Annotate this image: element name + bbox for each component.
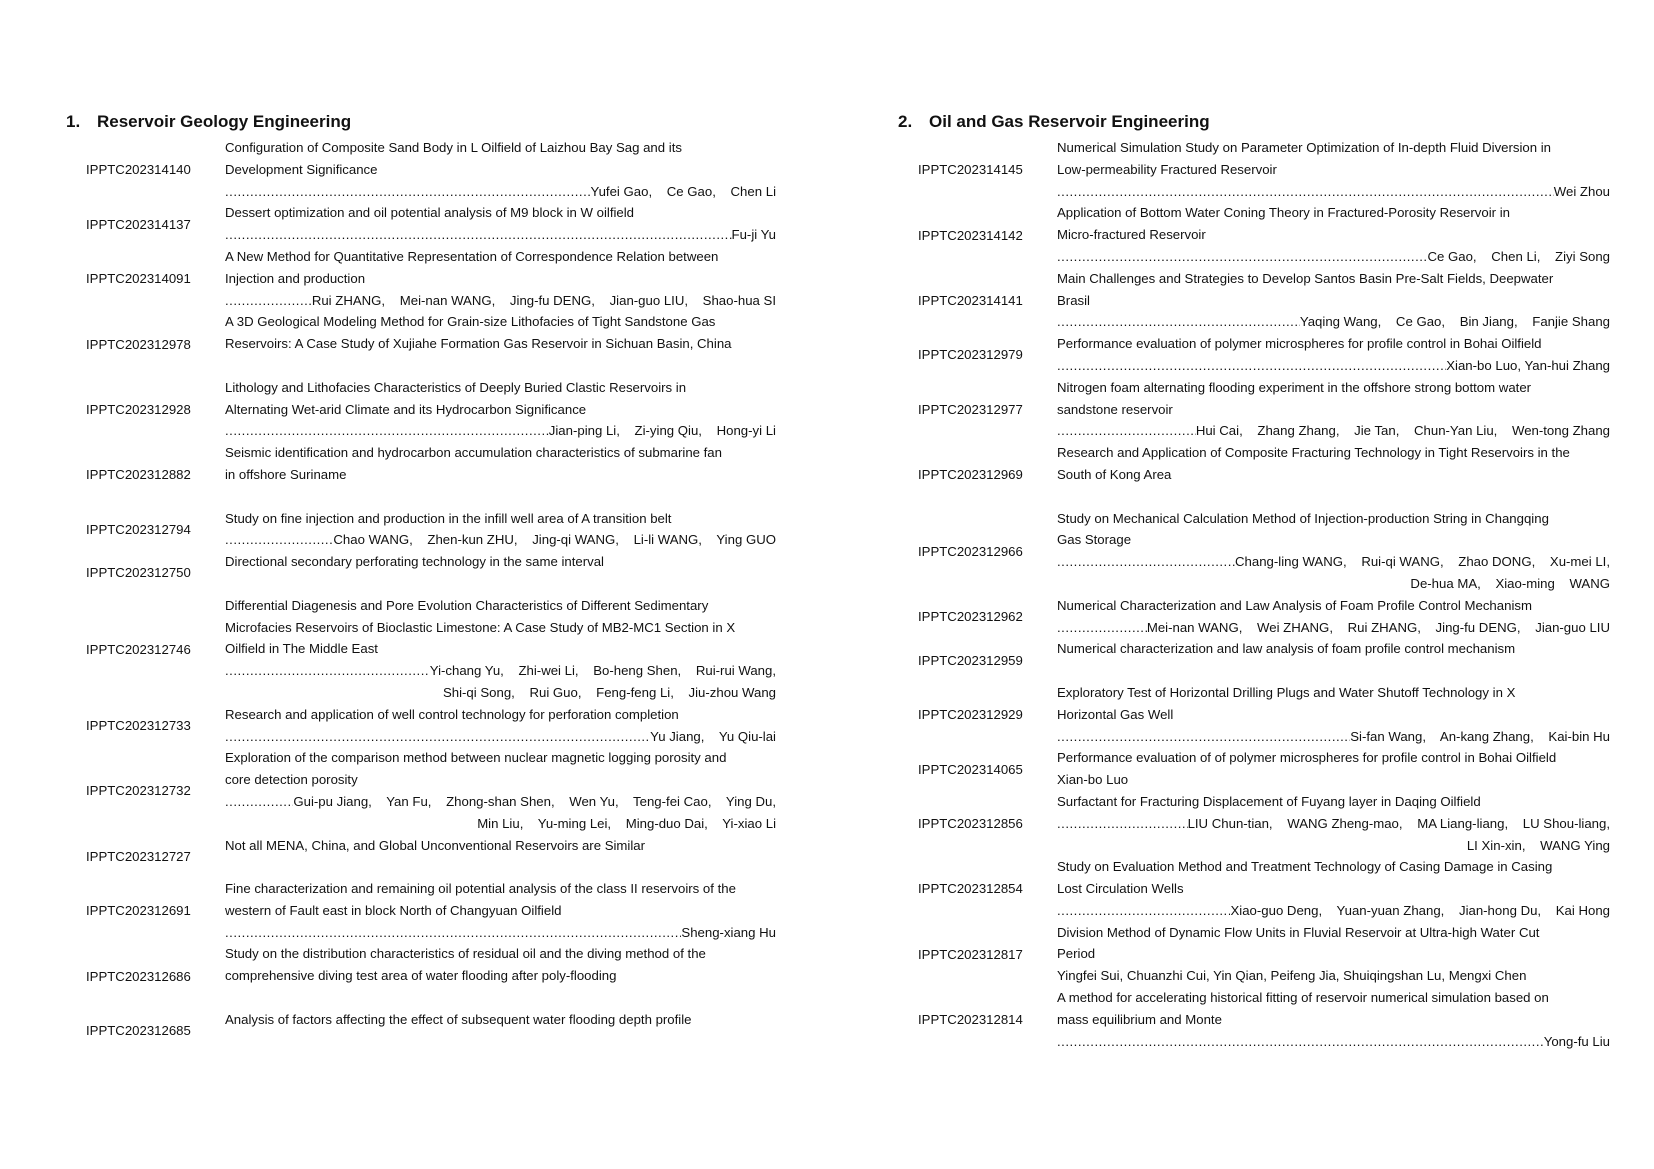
paper-authors: Xian-bo Luo, Yan-hui Zhang <box>1446 357 1610 373</box>
paper-authors-line <box>1057 900 1610 922</box>
blank-line <box>225 1031 776 1053</box>
paper-details <box>225 246 776 311</box>
paper-authors: Yufei Gao, Ce Gao, Chen Li <box>590 183 776 199</box>
paper-authors-line <box>1057 551 1610 573</box>
blank-line <box>225 355 776 377</box>
paper-entry <box>898 987 1610 1052</box>
paper-authors-line <box>1057 835 1610 857</box>
paper-title-line: Dessert optimization and oil potential analysis of M9 block in W oilfield <box>225 205 635 221</box>
paper-id: IPPTC202312978 <box>86 336 191 352</box>
paper-entry <box>66 835 776 879</box>
paper-authors: Chang-ling WANG, Rui-qi WANG, Zhao DONG, Xu-mei LI, <box>1235 554 1610 570</box>
blank-line <box>225 573 776 595</box>
blank-line <box>225 486 776 508</box>
paper-id: IPPTC202312746 <box>86 641 191 657</box>
paper-title-line: Differential Diagenesis and Pore Evolution Characteristics of Different Sedimentary <box>225 597 709 613</box>
paper-title-line: Oilfield in The Middle East <box>225 641 378 657</box>
paper-title-line: Study on fine injection and production in the infill well area of A transition belt <box>225 510 672 526</box>
paper-authors: Sheng-xiang Hu <box>681 924 776 940</box>
paper-title-line: Analysis of factors affecting the effect of subsequent water flooding depth profile <box>225 1011 692 1027</box>
paper-authors: Ce Gao, Chen Li, Ziyi Song <box>1427 248 1610 264</box>
paper-authors-line <box>1057 1031 1610 1053</box>
paper-title-line: Surfactant for Fracturing Displacement of Fuyang layer in Daqing Oilfield <box>1057 793 1481 809</box>
paper-title-line: Study on the distribution characteristics of residual oil and the diving method of the <box>225 946 706 962</box>
paper-title-line: Micro-fractured Reservoir <box>1057 227 1206 243</box>
paper-entry <box>898 333 1610 377</box>
paper-entry <box>898 747 1610 791</box>
blank-line <box>1057 660 1610 682</box>
paper-details <box>1057 747 1610 791</box>
paper-title-line: Yingfei Sui, Chuanzhi Cui, Yin Qian, Peifeng Jia, Shuiqingshan Lu, Mengxi Chen <box>1057 968 1527 984</box>
paper-entry <box>66 377 776 442</box>
paper-id: IPPTC202312685 <box>86 1023 191 1039</box>
dot-leader <box>225 290 312 312</box>
paper-title-line: A 3D Geological Modeling Method for Grain-size Lithofacies of Tight Sandstone Gas <box>225 314 716 330</box>
paper-authors-line <box>1057 573 1610 595</box>
paper-authors-line <box>1057 181 1610 203</box>
paper-authors: Mei-nan WANG, Wei ZHANG, Rui ZHANG, Jing-fu DENG, Jian-guo LIU <box>1146 619 1610 635</box>
paper-authors-line <box>1057 420 1610 442</box>
paper-entry <box>66 551 776 595</box>
paper-id: IPPTC202312727 <box>86 848 191 864</box>
paper-title-line: Alternating Wet-arid Climate and its Hydrocarbon Significance <box>225 401 587 417</box>
paper-details <box>225 551 776 595</box>
paper-authors: Yu Jiang, Yu Qiu-lai <box>650 728 776 744</box>
paper-entry <box>66 202 776 246</box>
paper-id: IPPTC202312733 <box>86 718 191 734</box>
paper-id: IPPTC202312794 <box>86 521 191 537</box>
paper-entry <box>898 682 1610 747</box>
paper-list <box>898 137 1610 1052</box>
dot-leader <box>225 224 732 246</box>
paper-id: IPPTC202314145 <box>918 162 1023 178</box>
paper-id: IPPTC202314142 <box>918 227 1023 243</box>
paper-id: IPPTC202314065 <box>918 761 1023 777</box>
paper-id: IPPTC202314141 <box>918 292 1023 308</box>
paper-details <box>1057 442 1610 507</box>
paper-entry <box>898 442 1610 507</box>
paper-title-line: Exploratory Test of Horizontal Drilling Plugs and Water Shutoff Technology in X <box>1057 684 1516 700</box>
paper-entry <box>898 202 1610 267</box>
paper-authors: Yi-chang Yu, Zhi-wei Li, Bo-heng Shen, Rui-rui Wang, <box>429 663 776 679</box>
paper-authors-line <box>225 529 776 551</box>
paper-authors-line <box>1057 617 1610 639</box>
paper-entry <box>898 377 1610 442</box>
paper-title-line: mass equilibrium and Monte <box>1057 1011 1222 1027</box>
paper-authors: Si-fan Wang, An-kang Zhang, Kai-bin Hu <box>1350 728 1610 744</box>
section-title: Reservoir Geology Engineering <box>97 112 352 131</box>
paper-authors: Xiao-guo Deng, Yuan-yuan Zhang, Jian-hong Du, Kai Hong <box>1230 902 1610 918</box>
paper-id: IPPTC202312928 <box>86 401 191 417</box>
paper-details <box>225 508 776 552</box>
paper-authors-line <box>1057 813 1610 835</box>
paper-id: IPPTC202312929 <box>918 707 1023 723</box>
paper-id: IPPTC202314137 <box>86 216 191 232</box>
dot-leader <box>1057 181 1554 203</box>
paper-details <box>225 878 776 943</box>
paper-title-line: Numerical Simulation Study on Parameter Optimization of In-depth Fluid Diversion in <box>1057 140 1552 155</box>
paper-entry <box>66 943 776 1008</box>
paper-id: IPPTC202312959 <box>918 652 1023 668</box>
paper-authors: Hui Cai, Zhang Zhang, Jie Tan, Chun-Yan Liu, Wen-tong Zhang <box>1195 423 1610 439</box>
paper-details <box>1057 377 1610 442</box>
paper-details <box>1057 987 1610 1052</box>
paper-details <box>225 943 776 1008</box>
paper-title-line: Fine characterization and remaining oil potential analysis of the class II reservoirs of the <box>225 881 736 897</box>
paper-authors: Chao WANG, Zhen-kun ZHU, Jing-qi WANG, Li-li WANG, Ying GUO <box>333 532 776 548</box>
paper-entry <box>898 638 1610 682</box>
paper-details <box>225 835 776 879</box>
paper-title-line: sandstone reservoir <box>1057 401 1173 417</box>
paper-details <box>1057 638 1610 682</box>
paper-entry <box>66 508 776 552</box>
dot-leader <box>225 791 293 813</box>
paper-title-line: South of Kong Area <box>1057 466 1172 482</box>
paper-title-line: Application of Bottom Water Coning Theory in Fractured-Porosity Reservoir in <box>1057 205 1510 221</box>
paper-id: IPPTC202312814 <box>918 1012 1023 1028</box>
section-title: Oil and Gas Reservoir Engineering <box>929 112 1210 131</box>
paper-entry <box>66 311 776 376</box>
paper-title-line: Directional secondary perforating technology in the same interval <box>225 554 604 570</box>
dot-leader <box>225 529 333 551</box>
blank-line <box>225 856 776 878</box>
dot-leader <box>225 726 650 748</box>
paper-id: IPPTC202312750 <box>86 565 191 581</box>
paper-entry <box>898 137 1610 202</box>
paper-title-line: Division Method of Dynamic Flow Units in Fluvial Reservoir at Ultra-high Water Cut <box>1057 924 1540 940</box>
paper-authors-line <box>225 813 776 835</box>
paper-title-line: Not all MENA, China, and Global Unconventional Reservoirs are Similar <box>225 837 645 853</box>
dot-leader <box>225 660 430 682</box>
dot-leader <box>1057 813 1188 835</box>
paper-entry <box>66 137 776 202</box>
paper-title-line: Numerical characterization and law analysis of foam profile control mechanism <box>1057 641 1516 657</box>
paper-id: IPPTC202312854 <box>918 881 1023 897</box>
paper-entry <box>898 595 1610 639</box>
paper-title-line: in offshore Suriname <box>225 466 347 482</box>
paper-authors-line <box>225 791 776 813</box>
paper-authors: Fu-ji Yu <box>731 227 776 243</box>
section-number: 2. <box>898 112 913 131</box>
paper-details <box>225 1009 776 1053</box>
paper-details <box>1057 333 1610 377</box>
paper-title-line: Low-permeability Fractured Reservoir <box>1057 161 1277 177</box>
paper-title-line: Lithology and Lithofacies Characteristics of Deeply Buried Clastic Reservoirs in <box>225 379 687 395</box>
paper-authors: Rui ZHANG, Mei-nan WANG, Jing-fu DENG, Jian-guo LIU, Shao-hua SI <box>311 292 776 308</box>
paper-details <box>1057 137 1610 202</box>
paper-details <box>1057 595 1610 639</box>
paper-authors-line <box>1057 726 1610 748</box>
paper-title-line: Horizontal Gas Well <box>1057 706 1174 722</box>
paper-id: IPPTC202312969 <box>918 467 1023 483</box>
paper-title-line: Lost Circulation Wells <box>1057 881 1184 897</box>
paper-details <box>1057 922 1610 987</box>
paper-authors-line <box>225 181 776 203</box>
paper-entry <box>898 856 1610 921</box>
paper-entry <box>66 878 776 943</box>
paper-authors-line <box>225 420 776 442</box>
paper-authors: Wei Zhou <box>1553 183 1610 199</box>
paper-authors-line <box>1057 246 1610 268</box>
paper-id: IPPTC202312979 <box>918 347 1023 363</box>
paper-details <box>1057 856 1610 921</box>
paper-title-line: Research and Application of Composite Fracturing Technology in Tight Reservoirs in the <box>1057 445 1570 461</box>
section-number: 1. <box>66 112 81 131</box>
paper-authors-line <box>1057 355 1610 377</box>
paper-title-line: Brasil <box>1057 292 1090 308</box>
paper-title-line: Study on Evaluation Method and Treatment Technology of Casing Damage in Casing <box>1057 859 1553 875</box>
paper-authors: LIU Chun-tian, WANG Zheng-mao, MA Liang-liang, LU Shou-liang, <box>1187 815 1610 831</box>
paper-title-line: Study on Mechanical Calculation Method of Injection-production String in Changqing <box>1057 510 1549 526</box>
oil-gas-reservoir-section <box>898 107 1610 1052</box>
paper-title-line: A method for accelerating historical fitting of reservoir numerical simulation based on <box>1057 990 1549 1006</box>
paper-title-line: Main Challenges and Strategies to Develop Santos Basin Pre-Salt Fields, Deepwater <box>1057 270 1554 286</box>
blank-line <box>225 987 776 1009</box>
paper-details <box>225 747 776 834</box>
paper-title-line: Microfacies Reservoirs of Bioclastic Limestone: A Case Study of MB2-MC1 Section in X <box>225 619 736 635</box>
dot-leader <box>1057 1031 1544 1053</box>
dot-leader <box>1057 355 1446 377</box>
section-heading <box>66 107 776 137</box>
paper-id: IPPTC202312882 <box>86 467 191 483</box>
paper-authors: Yaqing Wang, Ce Gao, Bin Jiang, Fanjie Shang <box>1299 314 1610 330</box>
paper-authors: Jian-ping Li, Zi-ying Qiu, Hong-yi Li <box>548 423 776 439</box>
paper-details <box>225 595 776 704</box>
paper-details <box>1057 682 1610 747</box>
dot-leader <box>225 181 591 203</box>
paper-id: IPPTC202314091 <box>86 271 191 287</box>
paper-list <box>66 137 776 1052</box>
dot-leader <box>1057 900 1230 922</box>
paper-details <box>225 311 776 376</box>
paper-authors-line <box>225 660 776 682</box>
paper-authors: LI Xin-xin, WANG Ying <box>1466 837 1610 853</box>
paper-title-line: Performance evaluation of of polymer microspheres for profile control in Bohai Oilfield <box>1057 750 1557 766</box>
paper-authors: Min Liu, Yu-ming Lei, Ming-duo Dai, Yi-xiao Li <box>477 815 776 831</box>
dot-leader <box>1057 551 1235 573</box>
paper-title-line: Numerical Characterization and Law Analysis of Foam Profile Control Mechanism <box>1057 597 1532 613</box>
paper-title-line: Research and application of well control technology for perforation completion <box>225 706 679 722</box>
dot-leader <box>1057 311 1300 333</box>
paper-authors-line <box>225 922 776 944</box>
paper-id: IPPTC202312691 <box>86 903 191 919</box>
paper-title-line: Performance evaluation of polymer microspheres for profile control in Bohai Oilfield <box>1057 336 1542 352</box>
paper-id: IPPTC202312962 <box>918 609 1023 625</box>
paper-title-line: comprehensive diving test area of water flooding after poly-flooding <box>225 968 617 984</box>
paper-title-line: Seismic identification and hydrocarbon accumulation characteristics of submarine fan <box>225 445 722 461</box>
paper-title-line: Period <box>1057 946 1096 962</box>
paper-authors-line <box>225 726 776 748</box>
paper-authors-line <box>225 682 776 704</box>
paper-entry <box>66 747 776 834</box>
paper-authors-line <box>225 290 776 312</box>
paper-title-line: Nitrogen foam alternating flooding experiment in the offshore strong bottom water <box>1057 379 1532 395</box>
paper-details <box>1057 508 1610 595</box>
paper-id: IPPTC202312966 <box>918 543 1023 559</box>
paper-title-line: core detection porosity <box>225 772 358 788</box>
paper-id: IPPTC202312686 <box>86 968 191 984</box>
dot-leader <box>225 922 681 944</box>
blank-line <box>1057 486 1610 508</box>
paper-entry <box>66 442 776 507</box>
paper-details <box>1057 791 1610 856</box>
paper-entry <box>898 268 1610 333</box>
section-heading <box>898 107 1610 137</box>
paper-title-line: Injection and production <box>225 270 366 286</box>
paper-entry <box>66 1009 776 1053</box>
reservoir-geology-section <box>66 107 776 1052</box>
paper-entry <box>66 246 776 311</box>
paper-title-line: Development Significance <box>225 161 378 177</box>
dot-leader <box>1057 246 1427 268</box>
dot-leader <box>1057 420 1196 442</box>
paper-authors: Shi-qi Song, Rui Guo, Feng-feng Li, Jiu-zhou Wang <box>442 684 776 700</box>
paper-title-line: Exploration of the comparison method between nuclear magnetic logging porosity and <box>225 750 727 766</box>
paper-entry <box>898 791 1610 856</box>
paper-details <box>225 704 776 748</box>
paper-entry <box>66 704 776 748</box>
paper-details <box>225 377 776 442</box>
dot-leader <box>225 420 549 442</box>
paper-id: IPPTC202312856 <box>918 816 1023 832</box>
paper-title-line: Gas Storage <box>1057 532 1132 548</box>
paper-entry <box>66 595 776 704</box>
paper-authors: Gui-pu Jiang, Yan Fu, Zhong-shan Shen, Wen Yu, Teng-fei Cao, Ying Du, <box>293 793 776 809</box>
paper-title-line: Xian-bo Luo <box>1057 772 1129 788</box>
paper-details <box>1057 268 1610 333</box>
paper-title-line: western of Fault east in block North of Changyuan Oilfield <box>225 902 562 918</box>
paper-details <box>225 137 776 202</box>
dot-leader <box>1057 726 1350 748</box>
paper-details <box>225 202 776 246</box>
dot-leader <box>1057 617 1147 639</box>
paper-id: IPPTC202312732 <box>86 783 191 799</box>
paper-authors-line <box>225 224 776 246</box>
paper-entry <box>898 508 1610 595</box>
paper-id: IPPTC202314140 <box>86 162 191 178</box>
paper-details <box>225 442 776 507</box>
paper-title-line: Configuration of Composite Sand Body in L Oilfield of Laizhou Bay Sag and its <box>225 140 682 155</box>
paper-authors: De-hua MA, Xiao-ming WANG <box>1410 575 1610 591</box>
paper-authors: Yong-fu Liu <box>1543 1033 1610 1049</box>
paper-authors-line <box>1057 311 1610 333</box>
paper-entry <box>898 922 1610 987</box>
paper-title-line: Reservoirs: A Case Study of Xujiahe Formation Gas Reservoir in Sichuan Basin, China <box>225 336 732 352</box>
paper-details <box>1057 202 1610 267</box>
paper-id: IPPTC202312817 <box>918 946 1023 962</box>
paper-title-line: A New Method for Quantitative Representation of Correspondence Relation between <box>225 248 719 264</box>
paper-id: IPPTC202312977 <box>918 401 1023 417</box>
